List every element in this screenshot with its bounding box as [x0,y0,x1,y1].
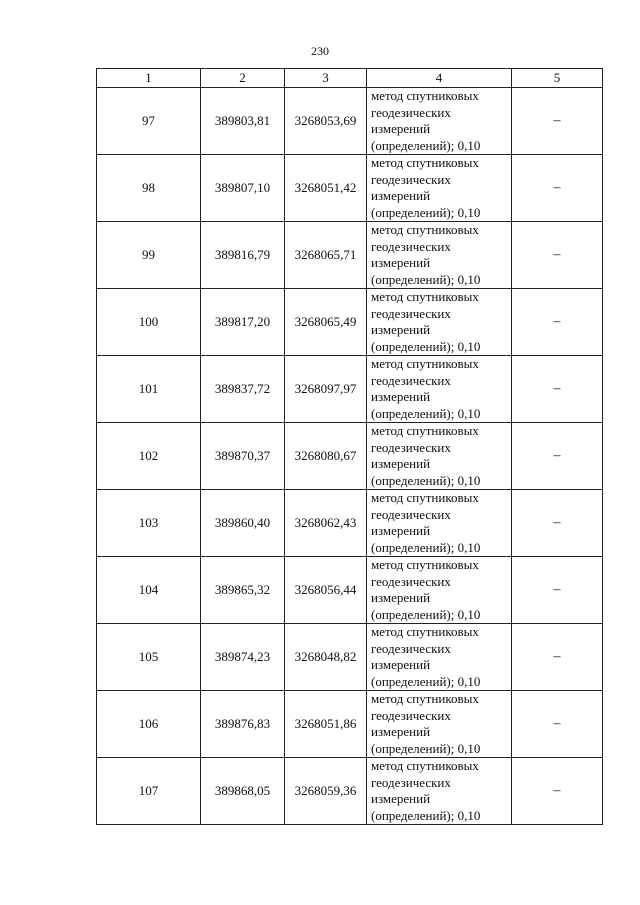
header-row [97,69,603,88]
coordinates-table [96,68,603,825]
method-line: измерений [371,456,431,471]
method-line: (определений); 0,10 [371,673,481,689]
x-coordinate-cell: 389876,83 [201,691,285,758]
method-line: метод спутниковых [371,155,479,170]
note-cell: – [512,289,603,356]
method-line: измерений [371,724,431,739]
point-number-cell: 99 [97,222,201,289]
y-coordinate-cell: 3268062,43 [285,490,367,557]
note-cell: – [512,557,603,624]
method-line: метод спутниковых [371,222,479,237]
method-cell [367,222,512,289]
x-coordinate-cell: 389837,72 [201,356,285,423]
table-row [97,423,603,490]
method-line: геодезических [371,573,451,589]
point-number-cell: 105 [97,624,201,691]
header-col-3: 3 [285,69,367,88]
note-cell: – [512,423,603,490]
method-cell [367,155,512,222]
table-row [97,557,603,624]
point-number-cell: 102 [97,423,201,490]
x-coordinate-cell: 389817,20 [201,289,285,356]
table-row [97,691,603,758]
table-row [97,356,603,423]
header-col-5: 5 [512,69,603,88]
y-coordinate-cell: 3268080,67 [285,423,367,490]
y-coordinate-cell: 3268048,82 [285,624,367,691]
point-number-cell: 100 [97,289,201,356]
method-cell [367,423,512,490]
table-row [97,490,603,557]
method-line: метод спутниковых [371,289,479,304]
method-line: метод спутниковых [371,624,479,639]
method-line: геодезических [371,305,451,321]
method-line: метод спутниковых [371,356,479,371]
table-row [97,155,603,222]
method-line: (определений); 0,10 [371,271,481,287]
method-line: метод спутниковых [371,758,479,773]
x-coordinate-cell: 389868,05 [201,758,285,825]
x-coordinate-cell: 389865,32 [201,557,285,624]
x-coordinate-cell: 389803,81 [201,88,285,155]
method-line: (определений); 0,10 [371,338,481,354]
method-line: измерений [371,791,431,806]
method-line: (определений); 0,10 [371,606,481,622]
method-line: измерений [371,322,431,337]
method-line: метод спутниковых [371,691,479,706]
method-cell [367,289,512,356]
method-line: геодезических [371,640,451,656]
note-cell: – [512,691,603,758]
method-line: (определений); 0,10 [371,405,481,421]
method-cell [367,691,512,758]
x-coordinate-cell: 389860,40 [201,490,285,557]
point-number-cell: 107 [97,758,201,825]
x-coordinate-cell: 389870,37 [201,423,285,490]
y-coordinate-cell: 3268056,44 [285,557,367,624]
note-cell: – [512,624,603,691]
method-line: геодезических [371,506,451,522]
method-cell [367,758,512,825]
method-line: (определений); 0,10 [371,472,481,488]
point-number-cell: 101 [97,356,201,423]
method-line: геодезических [371,439,451,455]
method-line: измерений [371,188,431,203]
note-cell: – [512,222,603,289]
method-line: метод спутниковых [371,490,479,505]
point-number-cell: 97 [97,88,201,155]
note-cell: – [512,155,603,222]
method-line: измерений [371,523,431,538]
method-cell [367,490,512,557]
note-cell: – [512,356,603,423]
method-line: (определений); 0,10 [371,740,481,756]
y-coordinate-cell: 3268065,71 [285,222,367,289]
table-row [97,289,603,356]
method-line: метод спутниковых [371,423,479,438]
method-line: измерений [371,255,431,270]
method-line: геодезических [371,774,451,790]
x-coordinate-cell: 389807,10 [201,155,285,222]
method-line: геодезических [371,104,451,120]
y-coordinate-cell: 3268097,97 [285,356,367,423]
table-row [97,88,603,155]
method-line: измерений [371,590,431,605]
x-coordinate-cell: 389874,23 [201,624,285,691]
method-line: геодезических [371,238,451,254]
method-cell [367,356,512,423]
table-row [97,758,603,825]
point-number-cell: 106 [97,691,201,758]
note-cell: – [512,758,603,825]
method-line: измерений [371,121,431,136]
table-row [97,624,603,691]
method-line: измерений [371,657,431,672]
y-coordinate-cell: 3268051,86 [285,691,367,758]
page-number: 230 [311,44,329,58]
method-line: (определений); 0,10 [371,204,481,220]
header-col-4: 4 [367,69,512,88]
point-number-cell: 103 [97,490,201,557]
method-line: (определений); 0,10 [371,137,481,153]
header-col-2: 2 [201,69,285,88]
method-cell [367,624,512,691]
method-line: геодезических [371,707,451,723]
header-col-1: 1 [97,69,201,88]
x-coordinate-cell: 389816,79 [201,222,285,289]
method-line: метод спутниковых [371,88,479,103]
table-body [97,88,603,825]
note-cell: – [512,88,603,155]
note-cell: – [512,490,603,557]
point-number-cell: 104 [97,557,201,624]
method-line: измерений [371,389,431,404]
y-coordinate-cell: 3268065,49 [285,289,367,356]
method-line: (определений); 0,10 [371,539,481,555]
method-line: геодезических [371,171,451,187]
method-cell [367,88,512,155]
method-line: метод спутниковых [371,557,479,572]
method-line: геодезических [371,372,451,388]
y-coordinate-cell: 3268059,36 [285,758,367,825]
method-line: (определений); 0,10 [371,807,481,823]
table-row [97,222,603,289]
point-number-cell: 98 [97,155,201,222]
method-cell [367,557,512,624]
y-coordinate-cell: 3268053,69 [285,88,367,155]
y-coordinate-cell: 3268051,42 [285,155,367,222]
